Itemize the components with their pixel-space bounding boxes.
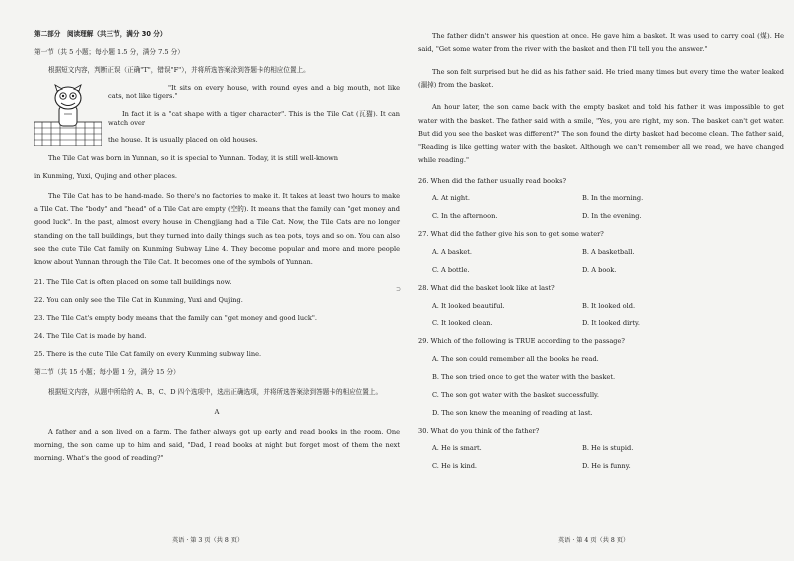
option-28a: A. It looked beautiful. <box>432 301 505 310</box>
passage-label: A <box>214 408 220 417</box>
para3: The Tile Cat has to be hand-made. So there's no factories to make it. It takes at least two hours to make a Tile Cat. The "body" and "head" of a Tile Cat are empty (空的). It means that the family can "get money and good luck". In the past, almost every house in Chengjiang had a Tile Cat. Now, the Tile Cats are no longer standing on the tall buildings, but they turned into daily things such as tea pots, toys and so on. You can also see the cute Tile Cat family on Kunming Subway Line 4. They become popular and more and more people know about Yunnan through the Tile Cat. It becomes one of the symbols of Yunnan. <box>34 192 400 266</box>
option-26a: A. At night. <box>432 194 470 203</box>
tile-cat-icon <box>34 84 102 146</box>
question-30: 30. What do you think of the father? <box>418 426 540 435</box>
tf-item-22: 22. You can only see the Tile Cat in Kunming, Yuxi and Qujing. <box>34 296 243 305</box>
para2-line1: The Tile Cat was born in Yunnan, so it is special to Yunnan. Today, it is still well-known <box>48 154 339 163</box>
right-para2: The son felt surprised but he did as his father said. He tried many times but every time the water leaked (漏掉) from the basket. <box>418 67 784 89</box>
option-27b: B. A basketball. <box>582 248 635 257</box>
option-30a: A. He is smart. <box>432 444 482 453</box>
option-30c: C. He is kind. <box>432 462 478 471</box>
section2-title: 第二节（共 15 小题；每小题 1 分，满分 15 分） <box>34 367 180 376</box>
option-30d: D. He is funny. <box>582 462 631 471</box>
option-26c: C. In the afternoon. <box>432 212 498 221</box>
option-28b: B. It looked old. <box>582 301 636 310</box>
tile-cat-illustration <box>34 84 102 146</box>
option-26b: B. In the morning. <box>582 194 644 203</box>
left-page <box>34 30 400 475</box>
right-para3: An hour later, the son came back with the empty basket and told his father it was impossible to get water with the basket. The father said with a smile, "Yes, you are right, my son. The basket can't get water. But did you see the basket was different?" The son found the dirty basket had become clean. The father said, "Reading is like getting water with the basket. Although we can't remember all we read, we have changed while reading." <box>418 103 784 165</box>
tf-item-25: 25. There is the cute Tile Cat family on every Kunming subway line. <box>34 349 262 358</box>
right-para1: The father didn't answer his question at once. He gave him a basket. It was used to carry coal (煤). He said, "Get some water from the river with the basket and then I'll tell you the answer." <box>418 32 784 54</box>
left-footer: 英语 · 第 3 页（共 8 页） <box>172 537 244 544</box>
para1-line1: "It sits on every house, with round eyes and a big mouth, not like cats, not like tigers." <box>108 83 400 101</box>
question-26: 26. When did the father usually read books? <box>418 176 567 185</box>
option-26d: D. In the evening. <box>582 212 642 221</box>
question-29: 29. Which of the following is TRUE according to the passage? <box>418 337 625 346</box>
tf-item-21: 21. The Tile Cat is often placed on some tall buildings now. <box>34 278 232 287</box>
option-28d: D. It looked dirty. <box>582 319 640 328</box>
options-28-row2 <box>418 319 784 328</box>
option-29b: B. The son tried once to get the water with the basket. <box>432 373 616 382</box>
tf-item-23: 23. The Tile Cat's empty body means that the family can "get money and good luck". <box>34 314 317 323</box>
right-footer: 英语 · 第 4 页（共 8 页） <box>558 537 630 544</box>
options-27-row2 <box>418 266 784 275</box>
part-title: 第二部分 阅读理解（共三节，满分 30 分） <box>34 30 167 38</box>
option-28c: C. It looked clean. <box>432 319 493 328</box>
options-30-row2 <box>418 462 784 471</box>
para1-line3: the house. It is usually placed on old houses. <box>108 136 258 145</box>
passage-a-intro: A father and a son lived on a farm. The father always got up early and read books in the room. One morning, the son came up to him and said, "Dad, I read books at night but forget most of them the next morning. What's the good of reading?" <box>34 427 400 463</box>
option-27c: C. A bottle. <box>432 265 470 274</box>
fold-mark: ⊃ <box>396 286 402 293</box>
question-28: 28. What did the basket look like at last? <box>418 283 555 292</box>
options-28-row1 <box>418 302 784 311</box>
question-27: 27. What did the father give his son to get some water? <box>418 230 604 239</box>
option-30b: B. He is stupid. <box>582 444 634 453</box>
section1-title: 第一节（共 5 小题；每小题 1.5 分，满分 7.5 分） <box>34 47 184 56</box>
para2-line2: in Kunming, Yuxi, Qujing and other places. <box>34 172 178 181</box>
option-27a: A. A basket. <box>432 248 472 257</box>
option-29d: D. The son knew the meaning of reading at last. <box>432 408 593 417</box>
options-26-row2 <box>418 212 784 221</box>
option-29a: A. The son could remember all the books he read. <box>432 355 599 364</box>
para1-line2: In fact it is a "cat shape with a tiger character". This is the Tile Cat (瓦猫). It can watch over <box>108 110 400 127</box>
section1-instruction: 根据短文内容，判断正误（正确"T"，错误"F"），并将所选答案涂到答题卡的相应位置上。 <box>48 65 310 74</box>
options-27-row1 <box>418 248 784 257</box>
right-page <box>418 30 784 480</box>
option-29c: C. The son got water with the basket successfully. <box>432 390 600 399</box>
section2-instruction: 根据短文内容，从题中所给的 A、B、C、D 四个选项中，选出正确选项，并将所选答案涂到答题卡的相应位置上。 <box>48 387 383 396</box>
option-27d: D. A book. <box>582 265 617 274</box>
options-26-row1 <box>418 194 784 203</box>
tf-item-24: 24. The Tile Cat is made by hand. <box>34 332 147 340</box>
options-30-row1 <box>418 444 784 453</box>
